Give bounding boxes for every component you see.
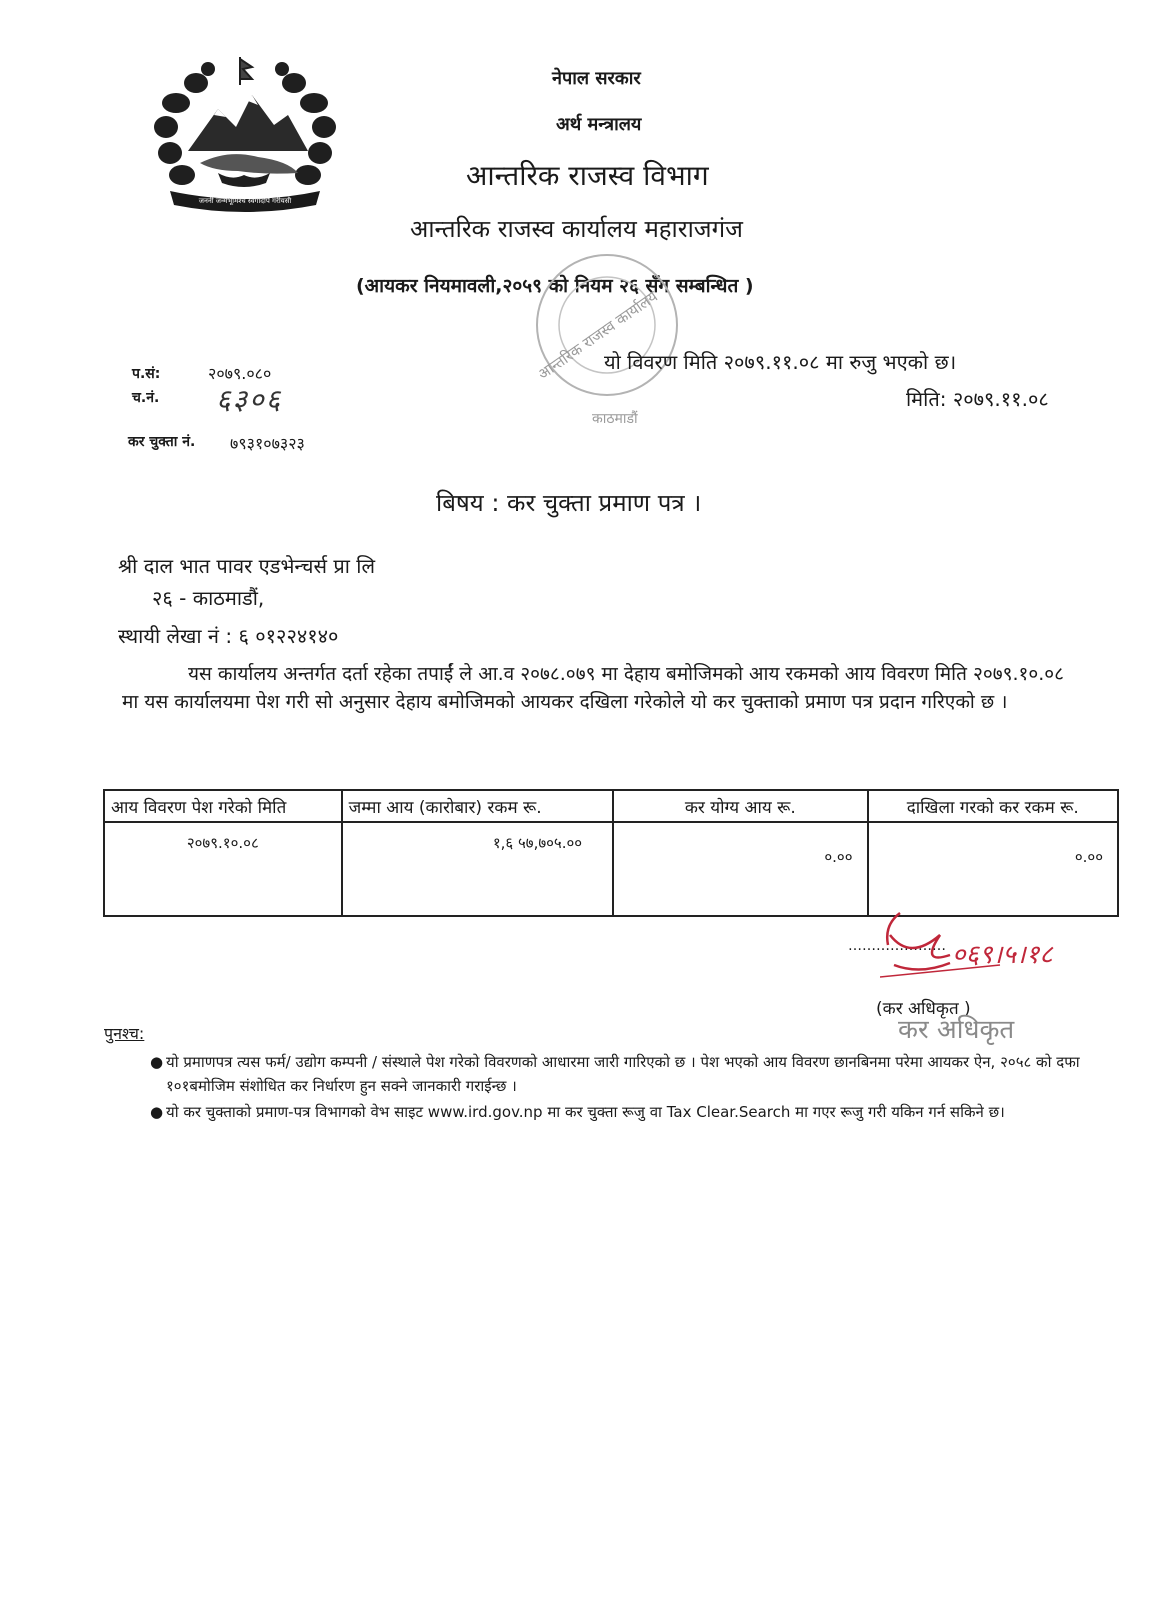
recipient-address: २६ - काठमाडौं, bbox=[152, 586, 265, 610]
notes-list bbox=[150, 1050, 1080, 1126]
header-submission-date: आय विवरण पेश गरेको मिति bbox=[104, 790, 342, 822]
header-total-income: जम्मा आय (कारोबार) रकम रू. bbox=[342, 790, 614, 822]
table-header-row bbox=[104, 790, 1118, 822]
list-item: ● यो कर चुक्ताको प्रमाण-पत्र विभागको वेभ साइट www.ird.gov.np मा कर चुक्ता रूजु वा Tax Clear.Search मा गएर रूजु गरी यकिन गर्न सकिने छ। bbox=[150, 1103, 1005, 1121]
tax-clearance-label: कर चुक्ता नं. bbox=[128, 434, 196, 450]
nepal-coat-of-arms-icon bbox=[148, 55, 343, 213]
tax-table bbox=[103, 789, 1119, 917]
header-tax-paid: दाखिला गरको कर रकम रू. bbox=[868, 790, 1118, 822]
stamp-text-top: आन्तरिक राजस्व कार्यालय bbox=[534, 287, 661, 384]
signature bbox=[880, 905, 1140, 995]
body-text: यस कार्यालय अन्तर्गत दर्ता रहेका तपाईं ले आ.व २०७८.०७९ मा देहाय बमोजिमको आय रकमको आय विवरण मिति २०७९.१०.०८ मा यस कार्यालयमा पेश गरी सो अनुसार देहाय बमोजिमको आयकर दखिला गरेकोले यो कर चुक्ताको प्रमाण पत्र प्रदान गरिएको छ । bbox=[122, 663, 1065, 713]
table-row bbox=[104, 822, 1118, 916]
date-value: २०७९.११.०८ bbox=[952, 387, 1049, 411]
submission-statement: यो विवरण मिति २०७९.११.०८ मा रुजु भएको छ। bbox=[604, 350, 957, 374]
emblem-motto: जननी जन्मभूमिश्च स्वर्गादपि गरीयसी bbox=[198, 197, 292, 205]
note-text: यो कर चुक्ताको प्रमाण-पत्र विभागको वेभ साइट www.ird.gov.np मा कर चुक्ता रूजु वा Tax Clear.Search मा गएर रूजु गरी यकिन गर्न सकिने छ। bbox=[166, 1103, 1005, 1121]
signature-note: ०६९।५।१८ bbox=[952, 940, 1053, 970]
header-taxable-income: कर योग्य आय रू. bbox=[613, 790, 867, 822]
note-text: यो प्रमाणपत्र त्यस फर्म/ उद्योग कम्पनी / संस्थाले पेश गरेको विवरणको आधारमा जारी गारिएको छ । पेश भएको आय विवरण छानबिनमा परेमा आयकर ऐन, २०५८ को दफा १०१बमोजिम संशोधित कर निर्धारण हुन सक्ने जानकारी गराईन्छ । bbox=[166, 1053, 1080, 1095]
recipient-name: श्री दाल भात पावर एडभेन्चर्स प्रा लि bbox=[118, 554, 376, 578]
cell-tax-paid: ०.०० bbox=[868, 822, 1118, 916]
rule-reference: (आयकर नियमावली,२०५९ को नियम २६ सँग सम्बन्धित ) bbox=[356, 275, 754, 297]
tax-clearance-value: ७९३१०७३२३ bbox=[230, 434, 305, 453]
officer-stamp: कर अधिकृत bbox=[898, 1015, 1015, 1045]
department-name: आन्तरिक राजस्व विभाग bbox=[466, 159, 709, 192]
office-name: आन्तरिक राजस्व कार्यालय महाराजगंज bbox=[410, 215, 743, 243]
ministry-name: अर्थ मन्त्रालय bbox=[556, 114, 642, 135]
ps-label: प.सं: bbox=[132, 366, 161, 382]
subject-line: बिषय : कर चुक्ता प्रमाण पत्र । bbox=[436, 489, 702, 517]
signature-dots: ………………… bbox=[848, 938, 946, 954]
ps-value: २०७९.०८० bbox=[208, 364, 272, 383]
recipient-pan: स्थायी लेखा नं : ६ ०१२२४१४० bbox=[118, 624, 339, 648]
cell-total-income: १,६ ५७,७०५.०० bbox=[342, 822, 614, 916]
office-stamp bbox=[512, 245, 687, 430]
cell-taxable-income: ०.०० bbox=[613, 822, 867, 916]
date-label: मिति: bbox=[906, 387, 947, 411]
chn-label: च.नं. bbox=[132, 390, 160, 406]
cell-submission-date: २०७९.१०.०८ bbox=[104, 822, 342, 916]
officer-label: (कर अधिकृत ) bbox=[876, 999, 971, 1019]
chn-value: ६३०६ bbox=[216, 383, 283, 416]
date-line bbox=[906, 385, 1049, 412]
list-item: ● यो प्रमाणपत्र त्यस फर्म/ उद्योग कम्पनी / संस्थाले पेश गरेको विवरणको आधारमा जारी गारिएको छ । पेश भएको आय विवरण छानबिनमा परेमा आयकर ऐन, २०५८ को दफा १०१बमोजिम संशोधित कर निर्धारण हुन सक्ने जानकारी गराईन्छ । bbox=[150, 1053, 1080, 1095]
government-name: नेपाल सरकार bbox=[552, 68, 641, 89]
body-paragraph bbox=[122, 660, 1082, 716]
stamp-text-bottom: काठमाडौं bbox=[592, 411, 638, 427]
notes-heading: पुनश्च: bbox=[104, 1024, 145, 1043]
